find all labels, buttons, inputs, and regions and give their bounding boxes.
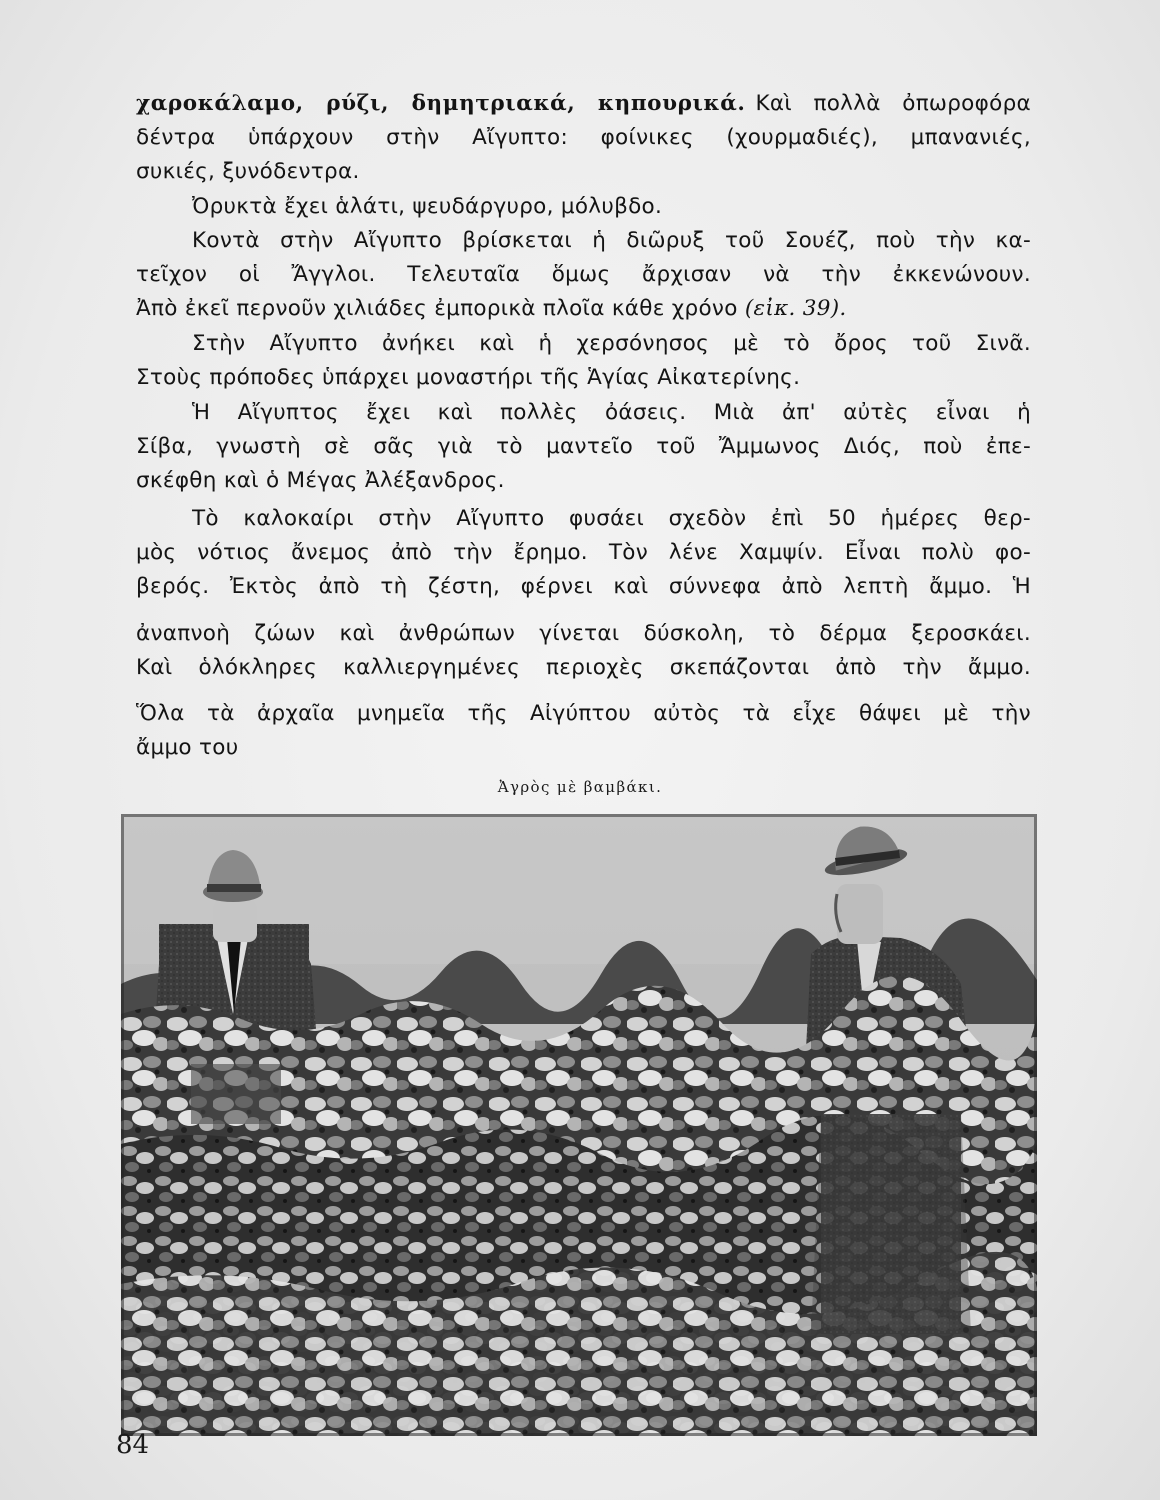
cotton-field-photo <box>121 814 1037 1436</box>
text-line: σκέφθη καὶ ὁ Μέγας Ἀλέξανδρος. <box>136 468 505 493</box>
text-line <box>136 87 1031 121</box>
text-line: Ἡ Αἴγυπτος ἔχει καὶ πολλὲς ὀάσεις. Μιὰ ἀπ' αὐτὲς εἶναι ἡ <box>192 400 1031 425</box>
bold-lead-phrase: χαροκάλαμο, ρύζι, δημητριακά, κηπουρικά. <box>136 91 746 116</box>
text-line: ἀναπνοὴ ζώων καὶ ἀνθρώπων γίνεται δύσκολη, τὸ δέρμα ξεροσκάει. <box>136 621 1031 646</box>
text-line: τεῖχον οἱ Ἄγγλοι. Τελευταῖα ὅμως ἄρχισαν νὰ τὴν ἐκκενώνουν. <box>136 262 1031 287</box>
text-line: Καὶ ὁλόκληρες καλλιεργημένες περιοχὲς σκεπάζονται ἀπὸ τὴν ἄμμο. <box>136 655 1031 680</box>
text-line: Ὅλα τὰ ἀρχαῖα μνημεῖα τῆς Αἰγύπτου αὐτὸς τὰ εἶχε θάψει μὲ τὴν <box>136 701 1031 726</box>
text-line: Ὀρυκτὰ ἔχει ἁλάτι, ψευδάργυρο, μόλυβδο. <box>192 194 663 219</box>
photo-illustration <box>121 814 1037 1436</box>
text-line: ἄμμο του <box>136 735 239 760</box>
text-line: βερός. Ἐκτὸς ἀπὸ τὴ ζέστη, φέρνει καὶ σύννεφα ἀπὸ λεπτὴ ἄμμο. Ἡ <box>136 574 1031 599</box>
figure-reference: (εἰκ. 39). <box>744 296 847 321</box>
text-line: δέντρα ὑπάρχουν στὴν Αἴγυπτο: φοίνικες (χουρμαδιές), μπανανιές, <box>136 125 1031 150</box>
text-line: Κοντὰ στὴν Αἴγυπτο βρίσκεται ἡ διῶρυξ τοῦ Σουέζ, ποὺ τὴν κα- <box>192 228 1031 253</box>
text-line: Στὴν Αἴγυπτο ἀνήκει καὶ ἡ χερσόνησος μὲ τὸ ὄρος τοῦ Σινᾶ. <box>192 331 1031 356</box>
text-line: μὸς νότιος ἄνεμος ἀπὸ τὴν ἔρημο. Τὸν λένε Χαμψίν. Εἶναι πολὺ φο- <box>136 540 1031 565</box>
text-line: Στοὺς πρόποδες ὑπάρχει μοναστήρι τῆς Ἁγίας Αἰκατερίνης. <box>136 365 801 390</box>
text-span: Καὶ πολλὰ ὀπωροφόρα <box>755 91 1031 116</box>
page-number: 84 <box>116 1430 150 1460</box>
text-line: Τὸ καλοκαίρι στὴν Αἴγυπτο φυσάει σχεδὸν ἐπὶ 50 ἡμέρες θερ- <box>192 506 1031 531</box>
text-span: Ἀπὸ ἐκεῖ περνοῦν χιλιάδες ἐμπορικὰ πλοῖα κάθε χρόνο <box>136 296 738 321</box>
text-line: συκιές, ξυνόδεντρα. <box>136 159 360 184</box>
figure-caption: Ἀγρὸς μὲ βαμβάκι. <box>497 778 663 796</box>
text-line <box>136 292 1031 326</box>
text-line: Σίβα, γνωστὴ σὲ σᾶς γιὰ τὸ μαντεῖο τοῦ Ἄμμωνος Διός, ποὺ ἐπε- <box>136 434 1031 459</box>
